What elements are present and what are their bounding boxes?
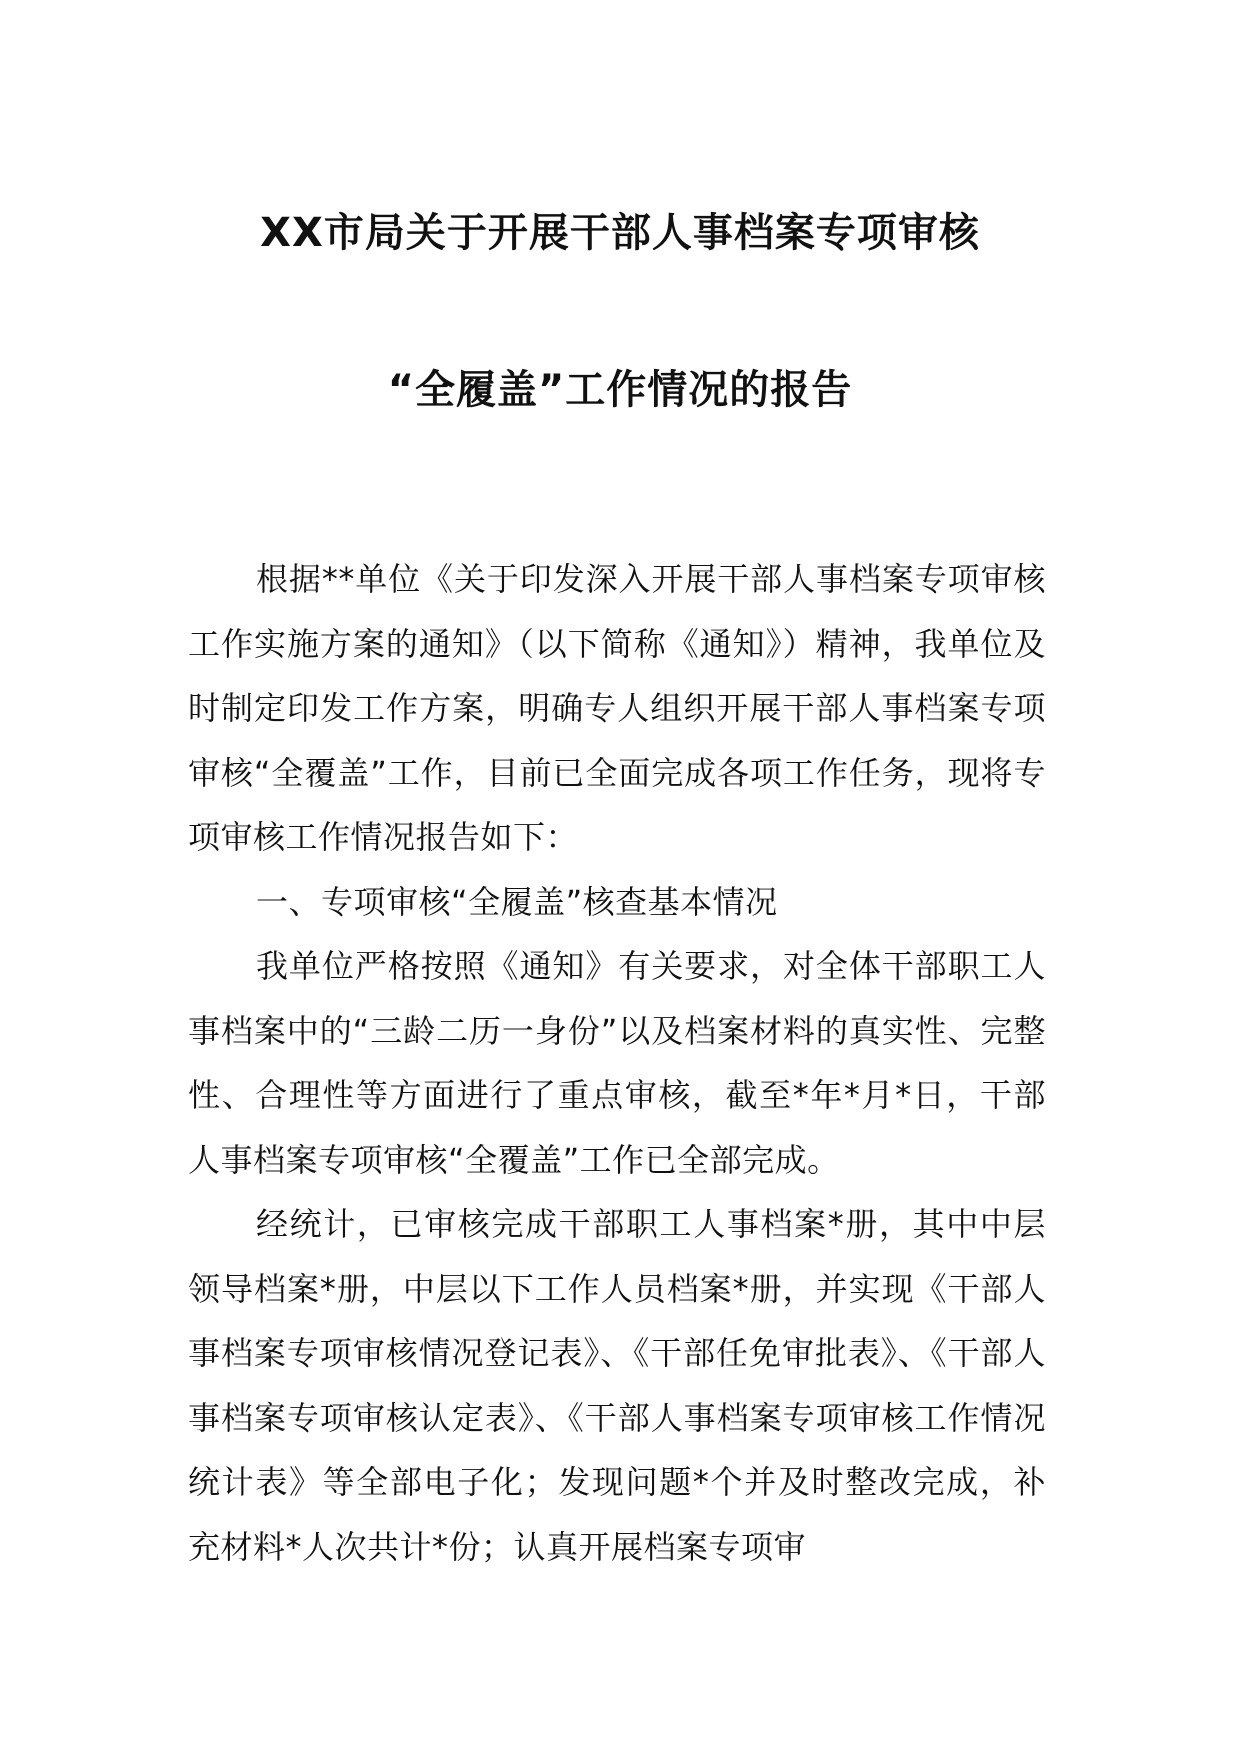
- paragraph-statistics: 经统计，已审核完成干部职工人事档案*册，其中中层领导档案*册，中层以下工作人员档案*册，并实现《干部人事档案专项审核情况登记表》、《干部任免审批表》、《干部人事档案专项审核认定表》、《干部人事档案专项审核工作情况统计表》等全部电子化；发现问题*个并及时整改完成，补充材料*人次共计*份；认真开展档案专项审: [188, 1205, 1046, 1566]
- document-title-line-1: XX市局关于开展干部人事档案专项审核: [260, 210, 980, 256]
- paragraph-review-status: 我单位严格按照《通知》有关要求，对全体干部职工人事档案中的“三龄二历一身份”以及档案材料的真实性、完整性、合理性等方面进行了重点审核，截至*年*月*日，干部人事档案专项审核“全覆盖”工作已全部完成。: [188, 947, 1046, 1179]
- section-heading-1: 一、专项审核“全履盖”核查基本情况: [256, 882, 778, 921]
- document-body: [188, 547, 1046, 1579]
- paragraph-intro: 根据**单位《关于印发深入开展干部人事档案专项审核工作实施方案的通知》（以下简称《通知》）精神，我单位及时制定印发工作方案，明确专人组织开展干部人事档案专项审核“全覆盖”工作，目前已全面完成各项工作任务，现将专项审核工作情况报告如下：: [188, 560, 1046, 856]
- document-title-line-2: “全履盖”工作情况的报告: [387, 367, 853, 413]
